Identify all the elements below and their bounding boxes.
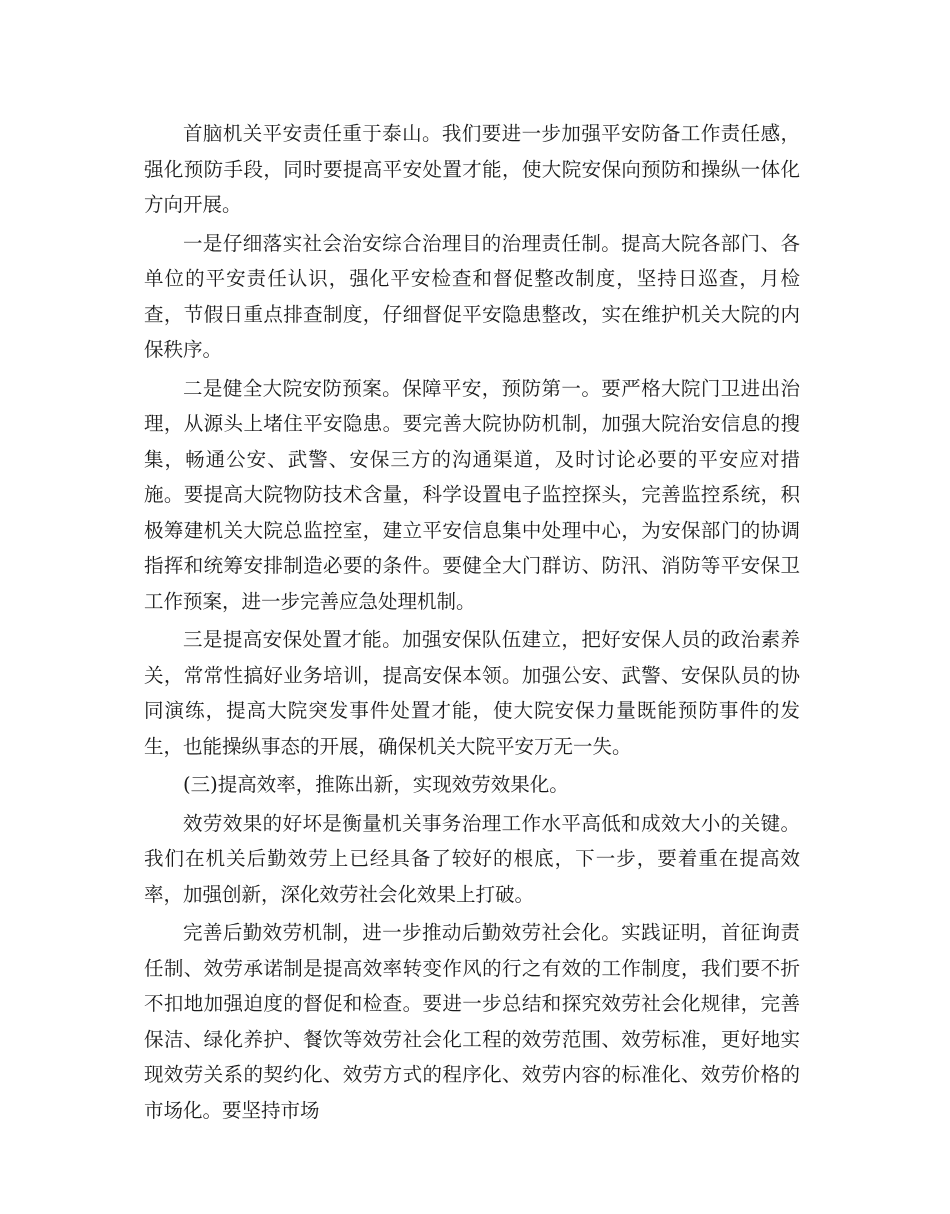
- paragraph-intro: 首脑机关平安责任重于泰山。我们要进一步加强平安防备工作责任感，强化预防手段，同时要提高平安处置才能，使大院安保向预防和操纵一体化方向开展。: [144, 122, 800, 216]
- paragraph-point-one: 一是仔细落实社会治安综合治理目的治理责任制。提高大院各部门、各单位的平安责任认识，强化平安检查和督促整改制度，坚持日巡查，月检查，节假日重点排查制度，仔细督促平安隐患整改，实在维护机关大院的内保秩序。: [144, 231, 800, 361]
- paragraph-service-effect: 效劳效果的好坏是衡量机关事务治理工作水平高低和成效大小的关键。我们在机关后勤效劳上已经具备了较好的根底，下一步，要着重在提高效率，加强创新，深化效劳社会化效果上打破。: [144, 811, 800, 906]
- document-body: [144, 116, 800, 1131]
- paragraph-service-mechanism: 完善后勤效劳机制，进一步推动后勤效劳社会化。实践证明，首征询责任制、效劳承诺制是提高效率转变作风的行之有效的工作制度，我们要不折不扣地加强迫度的督促和检查。要进一步总结和探究效劳社会化规律，完善保洁、绿化养护、餐饮等效劳社会化工程的效劳范围、效劳标准，更好地实现效劳关系的契约化、效劳方式的程序化、效劳内容的标准化、效劳价格的市场化。要坚持市场: [144, 921, 800, 1122]
- paragraph-point-three: 三是提高安保处置才能。加强安保队伍建立，把好安保人员的政治素养关，常常性搞好业务培训，提高安保本领。加强公安、武警、安保队员的协同演练，提高大院突发事件处置才能，使大院安保力量既能预防事件的发生，也能操纵事态的开展，确保机关大院平安万无一失。: [144, 628, 800, 758]
- paragraph-point-two: 二是健全大院安防预案。保障平安，预防第一。要严格大院门卫进出治理，从源头上堵住平安隐患。要完善大院协防机制，加强大院治安信息的搜集，畅通公安、武警、安保三方的沟通渠道，及时讨论必要的平安应对措施。要提高大院物防技术含量，科学设置电子监控探头，完善监控系统，积极筹建机关大院总监控室，建立平安信息集中处理中心，为安保部门的协调指挥和统筹安排制造必要的条件。要健全大门群访、防汛、消防等平安保卫工作预案，进一步完善应急处理机制。: [144, 376, 800, 613]
- section-heading-three: (三)提高效率，推陈出新，实现效劳效果化。: [183, 773, 569, 796]
